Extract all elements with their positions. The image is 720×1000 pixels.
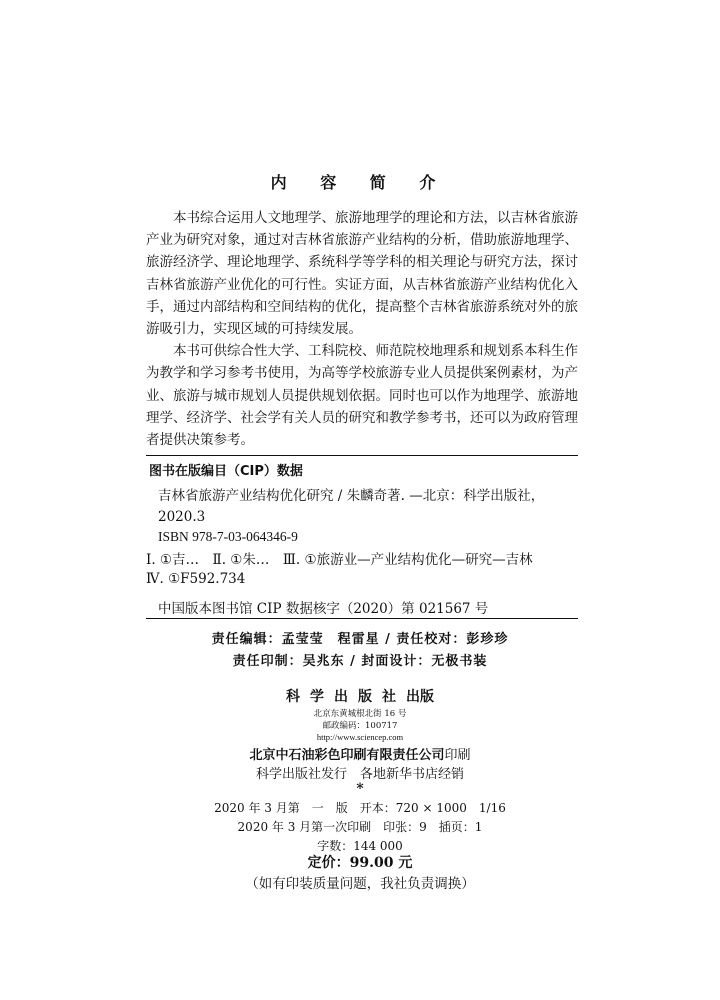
publisher-postal-code: 邮政编码：100717 <box>322 721 398 731</box>
intro-body <box>146 207 578 451</box>
publisher-address: 北京东黄城根北街 16 号 <box>313 709 407 719</box>
cip-subject-line-1: Ⅰ. ①吉… Ⅱ. ①朱… Ⅲ. ①旅游业—产业结构优化—研究—吉林 <box>146 552 533 568</box>
printer-suffix: 印刷 <box>444 748 471 763</box>
printing-line: 2020 年 3 月第一次印刷 印张：9 插页：1 <box>237 820 483 834</box>
printer-line <box>0 744 720 763</box>
publisher-line <box>0 686 720 706</box>
cip-top-divider <box>146 455 578 456</box>
publisher-calligraphy-logo: 科学出版社 <box>286 689 406 705</box>
production-credits: 责任印制：吴兆东 / 封面设计：无极书装 <box>232 654 488 669</box>
cip-record-number: 中国版本图书馆 CIP 数据核字（2020）第 021567 号 <box>158 601 489 617</box>
quality-notice: （如有印装质量问题，我社负责调换） <box>245 876 475 892</box>
printer-name: 北京中石油彩色印刷有限责任公司 <box>249 748 445 763</box>
intro-title: 内 容 简 介 <box>270 173 450 192</box>
section-separator: * <box>356 781 364 797</box>
editor-credits: 责任编辑：孟莹莹 程雷星 / 责任校对：彭珍珍 <box>211 632 509 647</box>
intro-paragraph-1: 本书综合运用人文地理学、旅游地理学的理论和方法，以吉林省旅游产业为研究对象，通过对吉林省旅游产业结构的分析，借助旅游地理学、旅游经济学、理论地理学、系统科学等学科的相关理论与研究方法，探讨吉林省旅游产业优化的可行性。实证方面，从吉林省旅游产业结构优化入手，通过内部结构和空间结构的优化，提高整个吉林省旅游系统对外的旅游吸引力，实现区域的可持续发展。 <box>146 210 578 338</box>
publisher-website: http://www.sciencep.com <box>316 732 404 742</box>
word-count: 字数：144 000 <box>317 839 403 853</box>
cip-bottom-divider <box>146 618 578 619</box>
price: 定价：99.00 元 <box>307 855 413 871</box>
edition-line: 2020 年 3 月第 一 版 开本：720 × 1000 1/16 <box>214 801 506 815</box>
cip-subject-line-2: Ⅳ. ①F592.734 <box>146 571 246 587</box>
intro-paragraph-2: 本书可供综合性大学、工科院校、师范院校地理系和规划系本科生作为教学和学习参考书使用，为高等学校旅游专业人员提供案例素材，为产业、旅游与城市规划人员提供规划依据。同时也可以作为地理学、旅游地理学、经济学、社会学有关人员的研究和教学参考书，还可以为政府管理者提供决策参考。 <box>146 343 578 449</box>
cip-isbn: ISBN 978-7-03-064346-9 <box>158 529 298 544</box>
publisher-suffix: 出版 <box>406 689 434 705</box>
cip-header: 图书在版编目（CIP）数据 <box>149 464 303 479</box>
cip-title-line: 吉林省旅游产业结构优化研究 / 朱麟奇著. —北京：科学出版社，2020.3 <box>158 488 545 525</box>
distribution-line: 科学出版社发行 各地新华书店经销 <box>255 767 464 782</box>
cip-subject-block <box>146 551 578 589</box>
